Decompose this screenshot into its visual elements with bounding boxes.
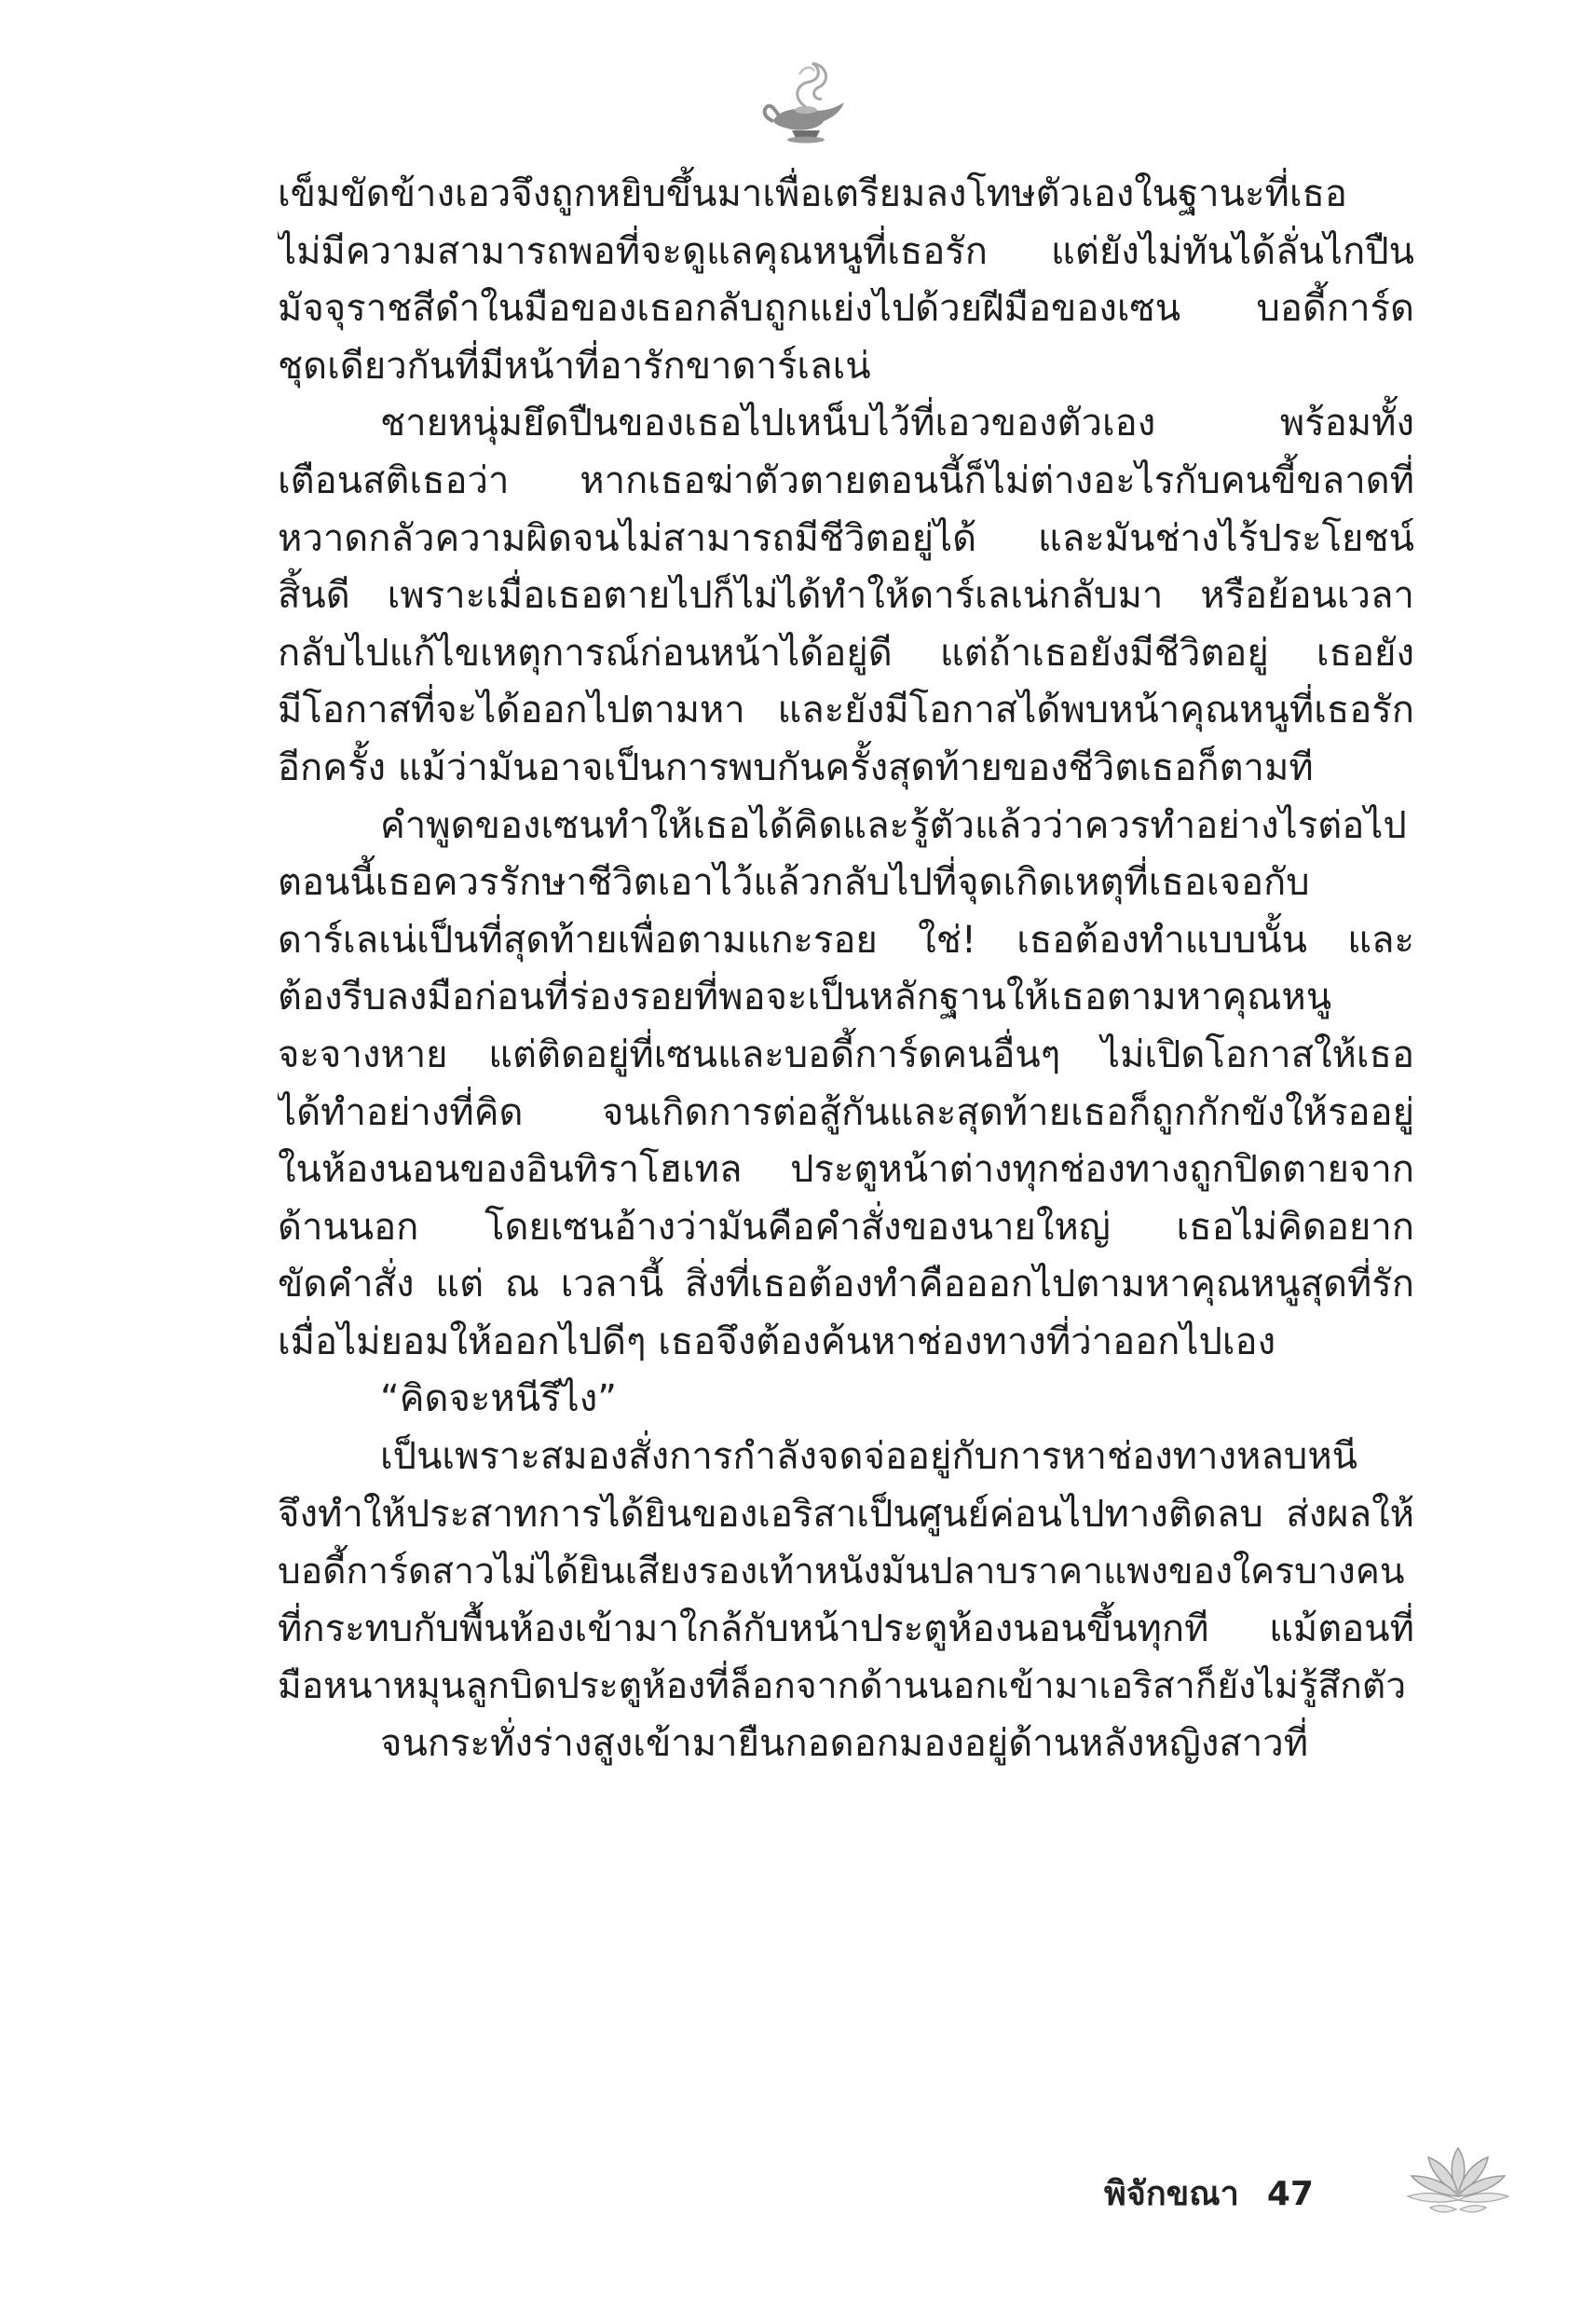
text-line: “คิดจะหนีรึไง” (380, 1377, 617, 1421)
text-line: ตอนนี้เธอควรรักษาชีวิตเอาไว้แล้วกลับไปที่จุดเกิดเหตุที่เธอเจอกับ (278, 861, 1310, 905)
text-line: ชายหนุ่มยึดปืนของเธอไปเหน็บไว้ที่เอวของตัวเอง พร้อมทั้ง (380, 402, 1414, 445)
page-number: 47 (1266, 2175, 1314, 2213)
page-footer (1104, 2167, 1314, 2220)
text-line: บอดี้การ์ดสาวไม่ได้ยินเสียงรองเท้าหนังมันปลาบราคาแพงของใครบางคน (278, 1551, 1405, 1593)
text-line: ที่กระทบกับพื้นห้องเข้ามาใกล้กับหน้าประตูห้องนอนขึ้นทุกที แม้ตอนที่ (278, 1607, 1414, 1650)
text-line: หวาดกลัวความผิดจนไม่สามารถมีชีวิตอยู่ได้ และมันช่างไร้ประโยชน์ (278, 516, 1414, 560)
text-line: จึงทำให้ประสาทการได้ยินของเอริสาเป็นศูนย์ค่อนไปทางติดลบ ส่งผลให้ (278, 1492, 1414, 1536)
text-line: อีกครั้ง แม้ว่ามันอาจเป็นการพบกันครั้งสุดท้ายของชีวิตเธอก็ตามที (278, 745, 1314, 789)
text-line: ขัดคำสั่ง แต่ ณ เวลานี้ สิ่งที่เธอต้องทำคือออกไปตามหาคุณหนูสุดที่รัก (278, 1263, 1414, 1306)
text-line: มัจจุราชสีดำในมือของเธอกลับถูกแย่งไปด้วยฝีมือของเซน บอดี้การ์ด (278, 287, 1414, 331)
text-line: เมื่อไม่ยอมให้ออกไปดีๆ เธอจึงต้องค้นหาช่องทางที่ว่าออกไปเอง (278, 1320, 1276, 1363)
text-line: จะจางหาย แต่ติดอยู่ที่เซนและบอดี้การ์ดคนอื่นๆ ไม่เปิดโอกาสให้เธอ (278, 1032, 1414, 1076)
text-line: มีโอกาสที่จะได้ออกไปตามหา และยังมีโอกาสได้พบหน้าคุณหนูที่เธอรัก (278, 689, 1414, 732)
text-line: สิ้นดี เพราะเมื่อเธอตายไปก็ไม่ได้ทำให้ดาร์เลเน่กลับมา หรือย้อนเวลา (278, 574, 1414, 618)
text-line: กลับไปแก้ไขเหตุการณ์ก่อนหน้าได้อยู่ดี แต่ถ้าเธอยังมีชีวิตอยู่ เธอยัง (278, 631, 1414, 675)
text-line: เข็มขัดข้างเอวจึงถูกหยิบขึ้นมาเพื่อเตรียมลงโทษตัวเองในฐานะที่เธอ (278, 172, 1347, 215)
text-line: ด้านนอก โดยเซนอ้างว่ามันคือคำสั่งของนายใหญ่ เธอไม่คิดอยาก (278, 1205, 1414, 1249)
genie-lamp-icon (755, 56, 857, 149)
text-line: ไม่มีความสามารถพอที่จะดูแลคุณหนูที่เธอรัก แต่ยังไม่ทันได้ลั่นไกปืน (278, 229, 1414, 273)
text-line: ได้ทำอย่างที่คิด จนเกิดการต่อสู้กันและสุดท้ายเธอก็ถูกกักขังให้รออยู่ (278, 1090, 1414, 1134)
text-line: จนกระทั่งร่างสูงเข้ามายืนกอดอกมองอยู่ด้านหลังหญิงสาวที่ (380, 1722, 1309, 1766)
text-line: ชุดเดียวกันที่มีหน้าที่อารักขาดาร์เลเน่ (278, 344, 871, 388)
text-line: ในห้องนอนของอินทิราโฮเทล ประตูหน้าต่างทุกช่องทางถูกปิดตายจาก (278, 1148, 1414, 1192)
text-line: คำพูดของเซนทำให้เธอได้คิดและรู้ตัวแล้วว่าควรทำอย่างไรต่อไป (380, 803, 1407, 847)
text-line: เตือนสติเธอว่า หากเธอฆ่าตัวตายตอนนี้ก็ไม่ต่างอะไรกับคนขี้ขลาดที่ (278, 458, 1414, 502)
lotus-flower-icon (1402, 2139, 1514, 2222)
text-line: ดาร์เลเน่เป็นที่สุดท้ายเพื่อตามแกะรอย ใช่! เธอต้องทำแบบนั้น และ (278, 918, 1414, 962)
book-title: พิจักขณา (1104, 2175, 1239, 2213)
text-line: มือหนาหมุนลูกบิดประตูห้องที่ล็อกจากด้านนอกเข้ามาเอริสาก็ยังไม่รู้สึกตัว (278, 1665, 1407, 1708)
body-text (278, 166, 1414, 1773)
text-line: ต้องรีบลงมือก่อนที่ร่องรอยที่พอจะเป็นหลักฐานให้เธอตามหาคุณหนู (278, 976, 1332, 1019)
text-line: เป็นเพราะสมองสั่งการกำลังจดจ่ออยู่กับการหาช่องทางหลบหนี (380, 1435, 1358, 1479)
